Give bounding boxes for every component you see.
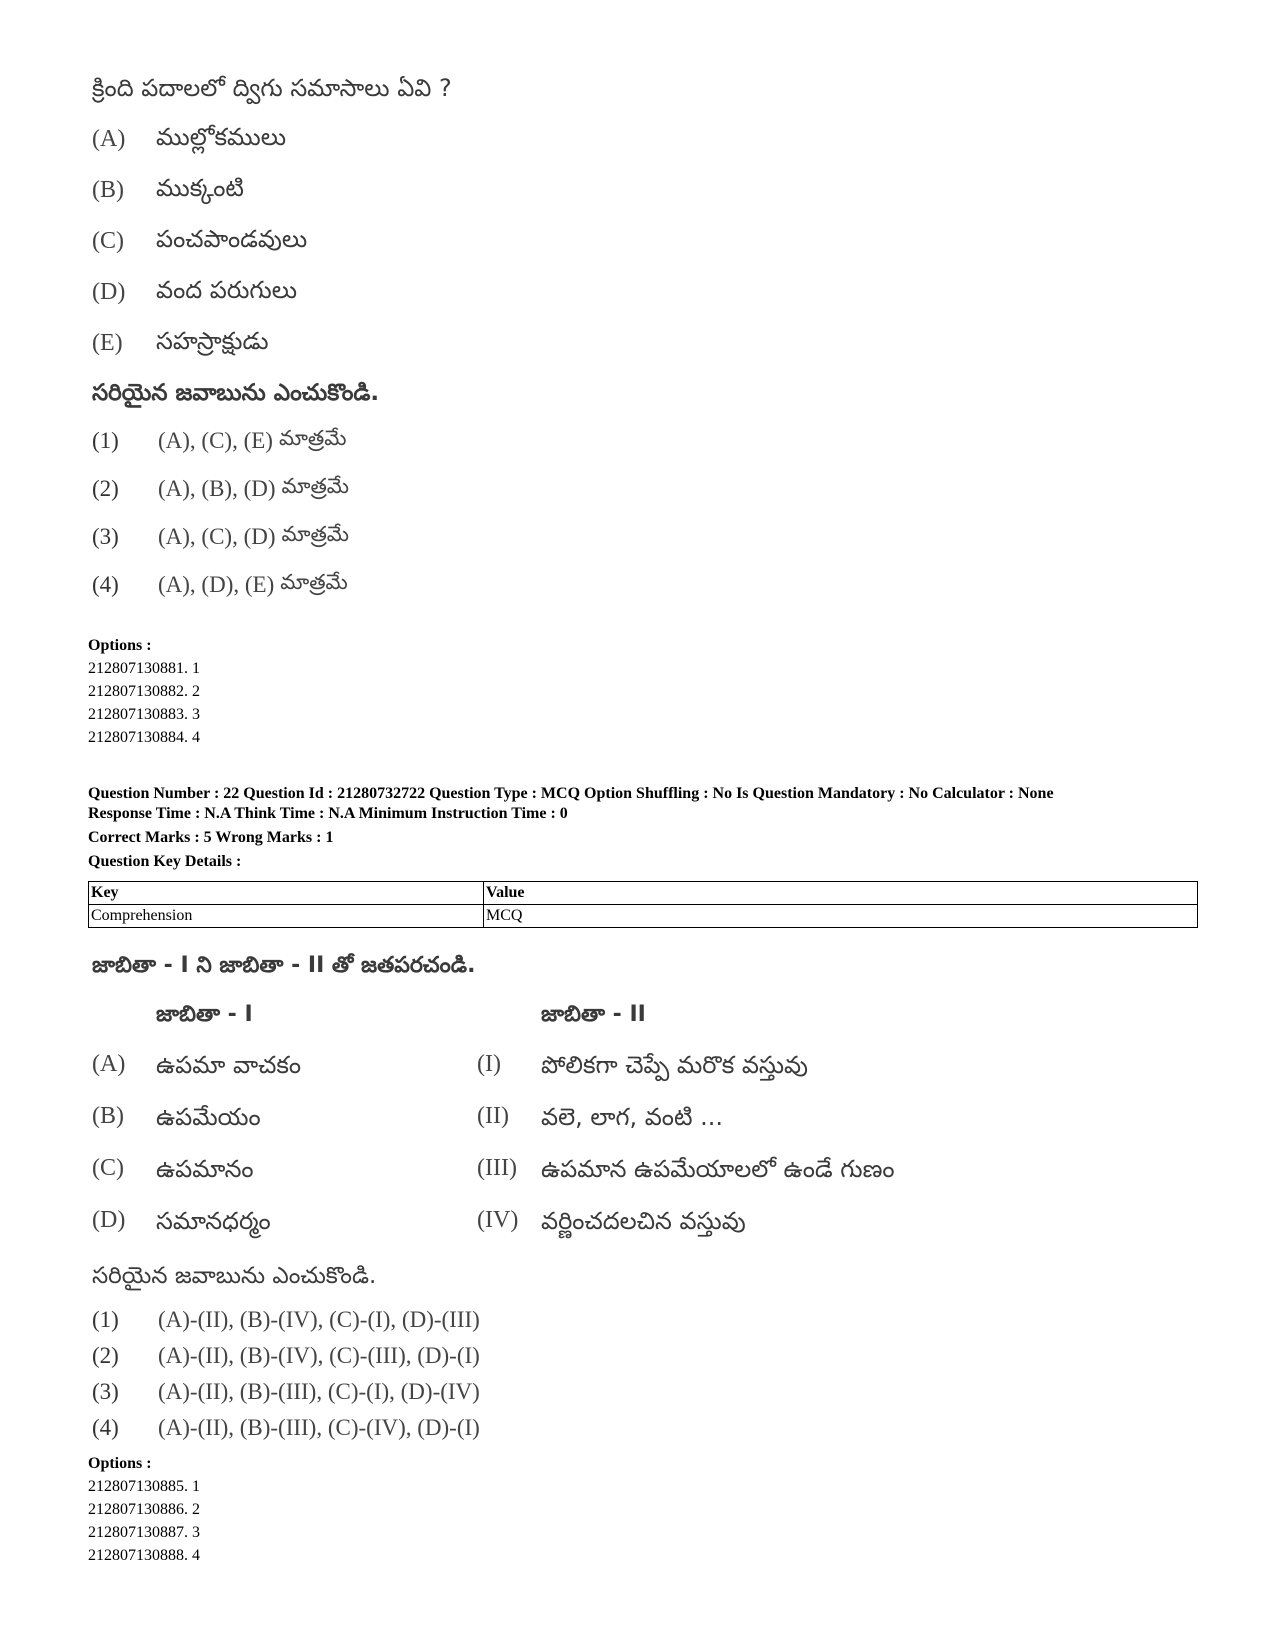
- question-2-block: [92, 940, 992, 1446]
- item-label: (D): [92, 279, 126, 305]
- answer-text: (A)-(II), (B)-(IV), (C)-(III), (D)-(I): [158, 1343, 480, 1368]
- list-1-heading: జాబితా - I: [156, 1002, 253, 1027]
- answer-suffix: మాత్రమే: [281, 474, 350, 498]
- question-1-item: [92, 318, 612, 369]
- answer-number: (1): [92, 428, 119, 453]
- answer-text: (A), (C), (E): [158, 428, 273, 453]
- question-2-answer: [92, 1302, 992, 1338]
- question-key-table: [88, 881, 1198, 928]
- answer-number: (1): [92, 1307, 119, 1332]
- item-text: వంద పరుగులు: [156, 275, 298, 304]
- answer-number: (4): [92, 572, 119, 597]
- list-1-label: (D): [92, 1207, 126, 1233]
- answer-number: (4): [92, 1415, 119, 1440]
- list-1-text: సమానధర్మం: [156, 1207, 271, 1235]
- options-label: Options :: [88, 1455, 152, 1472]
- table-cell: MCQ: [484, 905, 1198, 928]
- question-2-answer: [92, 1338, 992, 1374]
- list-2-label: (III): [477, 1155, 517, 1181]
- options-label: Options :: [88, 637, 152, 654]
- match-list-headers: [92, 992, 992, 1042]
- list-2-label: (IV): [477, 1207, 519, 1233]
- question-1-answer: [92, 561, 612, 609]
- list-1-text: ఉపమా వాచకం: [156, 1051, 302, 1079]
- table-row: [89, 905, 1198, 928]
- option-id: 212807130884. 4: [88, 729, 200, 746]
- option-id: 212807130887. 3: [88, 1524, 200, 1541]
- match-row: [92, 1198, 992, 1250]
- list-1-label: (A): [92, 1051, 126, 1077]
- answer-text: (A), (D), (E): [158, 572, 275, 597]
- item-text: పంచపాండవులు: [156, 224, 308, 253]
- option-id: 212807130882. 2: [88, 683, 200, 700]
- item-text: ముక్కంటి: [156, 173, 244, 202]
- option-id: 212807130888. 4: [88, 1547, 200, 1564]
- answer-suffix: మాత్రమే: [278, 426, 347, 450]
- list-2-text: వర్ణించదలచిన వస్తువు: [541, 1207, 746, 1235]
- answer-text: (A), (C), (D): [158, 524, 276, 549]
- list-2-heading: జాబితా - II: [541, 1002, 646, 1027]
- question-1-options: [88, 634, 200, 749]
- question-1-item: [92, 216, 612, 267]
- answer-number: (2): [92, 476, 119, 501]
- answer-number: (3): [92, 524, 119, 549]
- question-meta-line: Response Time : N.A Think Time : N.A Minimum Instruction Time : 0: [88, 805, 568, 822]
- question-key-details-label: Question Key Details :: [88, 853, 242, 870]
- answer-text: (A)-(II), (B)-(IV), (C)-(I), (D)-(III): [158, 1307, 480, 1332]
- question-1-item: [92, 114, 612, 165]
- question-1-answer: [92, 513, 612, 561]
- question-1-item: [92, 165, 612, 216]
- list-2-label: (II): [477, 1103, 509, 1129]
- answer-text: (A), (B), (D): [158, 476, 276, 501]
- item-text: సహస్రాక్షుడు: [156, 326, 269, 355]
- option-id: 212807130883. 3: [88, 706, 200, 723]
- list-2-label: (I): [477, 1051, 501, 1077]
- item-label: (A): [92, 126, 126, 152]
- list-2-text: వలె, లాగ, వంటి ...: [541, 1103, 723, 1131]
- question-2-metadata: [88, 784, 1054, 824]
- question-1-instruction: సరియైన జవాబును ఎంచుకొండి.: [92, 380, 380, 406]
- option-id: 212807130885. 1: [88, 1478, 200, 1495]
- question-2-instruction: సరియైన జవాబును ఎంచుకొండి.: [92, 1263, 377, 1289]
- answer-text: (A)-(II), (B)-(III), (C)-(IV), (D)-(I): [158, 1415, 480, 1440]
- list-1-text: ఉపమేయం: [156, 1103, 261, 1131]
- list-1-text: ఉపమానం: [156, 1155, 254, 1183]
- list-2-text: పోలికగా చెప్పే మరొక వస్తువు: [541, 1051, 809, 1079]
- question-2-options: [88, 1452, 200, 1567]
- question-2-answer: [92, 1410, 992, 1446]
- question-1-stem: క్రింది పదాలలో ద్విగు సమాసాలు ఏవి ?: [92, 74, 452, 102]
- table-header-value: Value: [484, 882, 1198, 905]
- item-label: (E): [92, 330, 123, 356]
- question-1-answer: [92, 465, 612, 513]
- answer-text: (A)-(II), (B)-(III), (C)-(I), (D)-(IV): [158, 1379, 480, 1404]
- question-2-answer: [92, 1374, 992, 1410]
- question-1-item: [92, 267, 612, 318]
- option-id: 212807130881. 1: [88, 660, 200, 677]
- list-1-label: (B): [92, 1103, 124, 1129]
- list-1-label: (C): [92, 1155, 124, 1181]
- match-row: [92, 1042, 992, 1094]
- match-row: [92, 1146, 992, 1198]
- question-meta-line: Question Number : 22 Question Id : 21280732722 Question Type : MCQ Option Shuffling : No Is Question Mandatory : No Calculator : None: [88, 785, 1054, 802]
- table-header-key: Key: [89, 882, 484, 905]
- question-1-answer: [92, 417, 612, 465]
- table-header-row: [89, 882, 1198, 905]
- question-2-stem: జాబితా - I ని జాబితా - II తో జతపరచండి.: [92, 953, 476, 978]
- list-2-text: ఉపమాన ఉపమేయాలలో ఉండే గుణం: [541, 1155, 895, 1183]
- item-label: (B): [92, 177, 124, 203]
- answer-suffix: మాత్రమే: [281, 522, 350, 546]
- answer-suffix: మాత్రమే: [280, 570, 348, 594]
- match-row: [92, 1094, 992, 1146]
- item-label: (C): [92, 228, 124, 254]
- option-id: 212807130886. 2: [88, 1501, 200, 1518]
- answer-number: (2): [92, 1343, 119, 1368]
- question-1-block: [92, 72, 612, 609]
- answer-number: (3): [92, 1379, 119, 1404]
- question-2-marks: Correct Marks : 5 Wrong Marks : 1: [88, 829, 334, 846]
- table-cell: Comprehension: [89, 905, 484, 928]
- item-text: ముల్లోకములు: [156, 122, 287, 151]
